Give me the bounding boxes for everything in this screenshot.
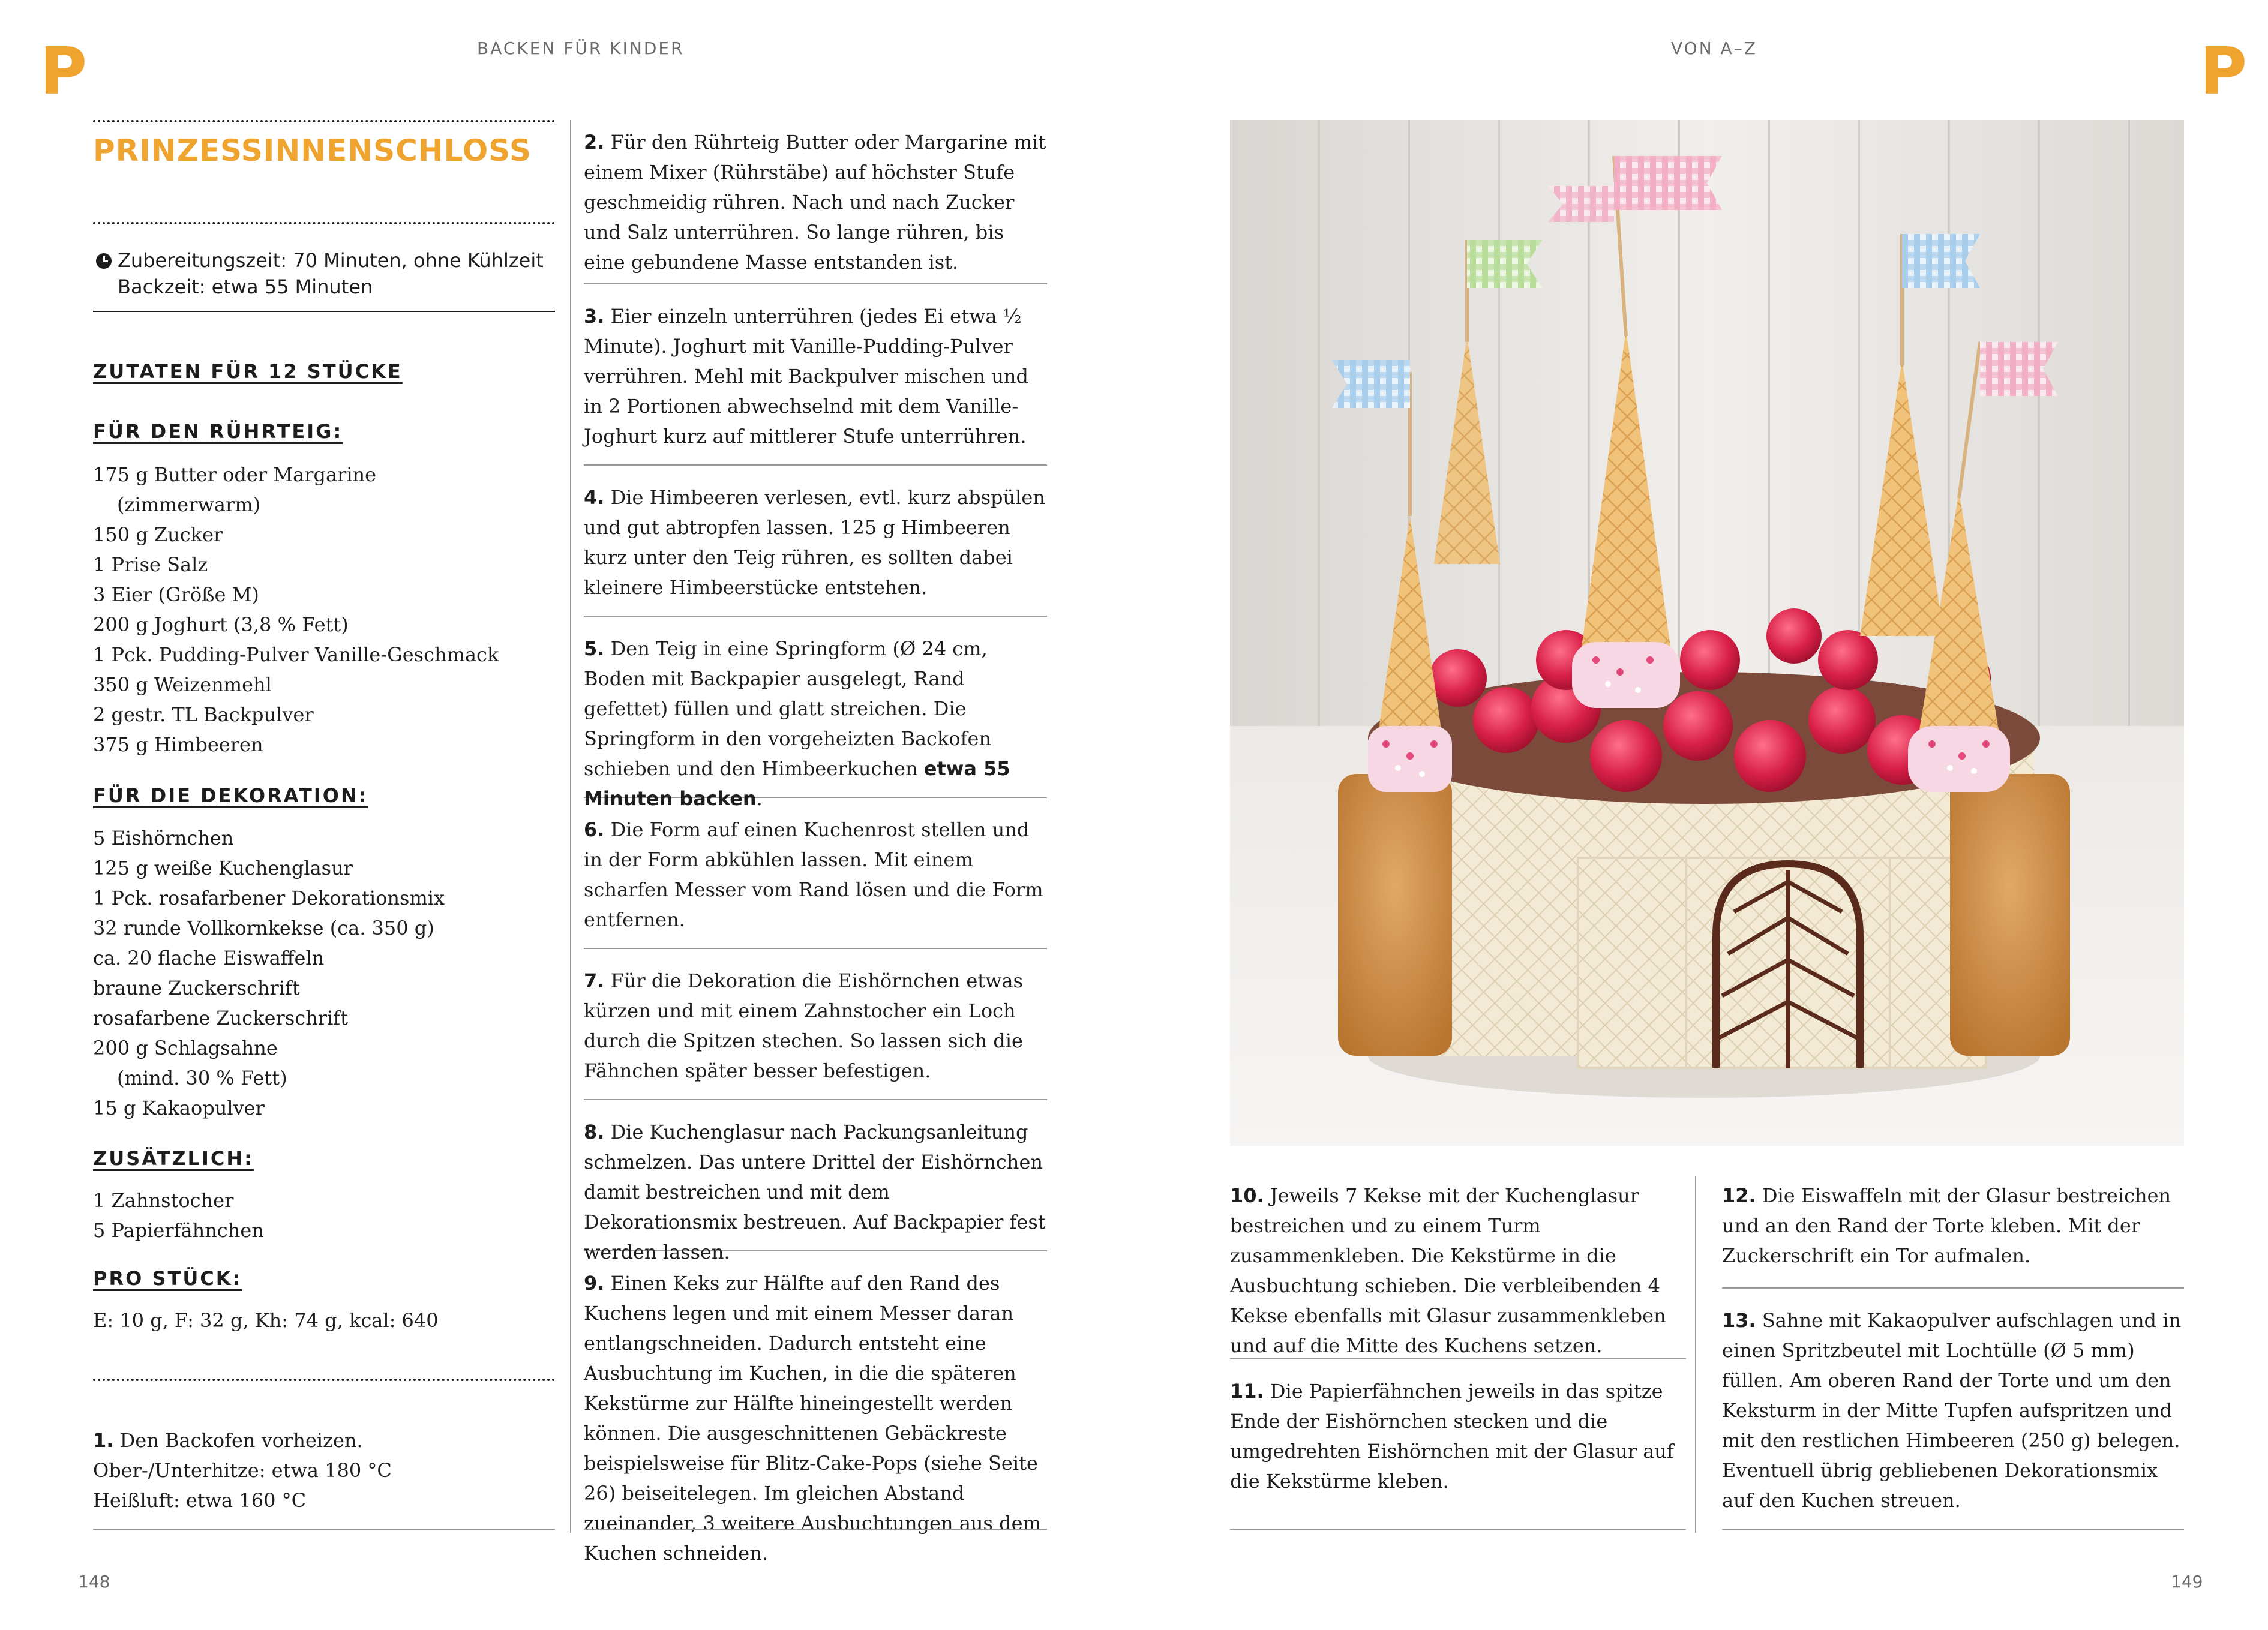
step-8 xyxy=(584,1117,1047,1263)
step-rule xyxy=(1722,1287,2184,1289)
recipe-title: PRINZESSINNENSCHLOSS xyxy=(93,133,532,168)
step-1-rule xyxy=(93,1529,555,1530)
list-item: 1 Zahnstocher xyxy=(93,1189,234,1212)
steps-column-middle xyxy=(584,127,1047,1565)
list-item: 15 g Kakaopulver xyxy=(93,1097,265,1119)
step-number: 9. xyxy=(584,1272,605,1295)
step-text: Die Kuchenglasur nach Packungsanleitung schmelzen. Das untere Drittel der Eishörnchen damit bestreichen und mit dem Dekorationsmix bestreuen. Auf Backpapier fest werden lassen. xyxy=(584,1121,1046,1263)
list-item: 350 g Weizenmehl xyxy=(93,673,272,696)
running-head-left: BACKEN FÜR KINDER xyxy=(477,38,685,58)
step-number: 13. xyxy=(1722,1309,1756,1332)
step-number: 11. xyxy=(1230,1380,1264,1403)
list-item: 1 Pck. rosafarbener Dekorationsmix xyxy=(93,887,445,909)
step-number: 3. xyxy=(584,305,605,328)
step-4 xyxy=(584,482,1047,616)
step-text: Sahne mit Kakaopulver aufschlagen und in einen Spritzbeutel mit Lochtülle (Ø 5 mm) füllen. Am oberen Rand der Torte und um den Keksturm in der Mitte Tupfen aufspritzen und mit den restlichen Himbeeren (250 g) belegen. Eventuell übrig gebliebenen Dekorationsmix auf den Kuchen streuen. xyxy=(1722,1309,2182,1512)
list-item: 1 Prise Salz xyxy=(93,553,208,576)
step-number: 12. xyxy=(1722,1184,1756,1207)
list-item: E: 10 g, F: 32 g, Kh: 74 g, kcal: 640 xyxy=(93,1309,439,1332)
list-item: 32 runde Vollkornkekse (ca. 350 g) xyxy=(93,917,434,939)
section-heading-dekoration: FÜR DIE DEKORATION: xyxy=(93,784,368,807)
step-1-line: Ober-/Unterhitze: etwa 180 °C xyxy=(93,1459,392,1482)
step-text: Für die Dekoration die Eishörnchen etwas kürzen und mit einem Zahnstocher ein Loch durch die Spitzen stechen. So lassen sich die Fähnchen später besser befestigen. xyxy=(584,969,1024,1082)
list-item: 150 g Zucker xyxy=(93,523,223,546)
step-rule xyxy=(584,616,1047,617)
bake-time: Backzeit: etwa 55 Minuten xyxy=(118,275,373,298)
step-2 xyxy=(584,127,1047,283)
list-item: (mind. 30 % Fett) xyxy=(117,1067,287,1089)
column-divider xyxy=(570,120,571,1533)
step-number: 7. xyxy=(584,969,605,992)
section-heading-ruehrteig: FÜR DEN RÜHRTEIG: xyxy=(93,420,343,443)
step-1-line: Heißluft: etwa 160 °C xyxy=(93,1489,307,1512)
list-item: 200 g Joghurt (3,8 % Fett) xyxy=(93,613,349,636)
column-divider-right xyxy=(1695,1176,1696,1533)
list-item: 125 g weiße Kuchenglasur xyxy=(93,857,353,879)
step-rule xyxy=(584,283,1047,284)
times-rule xyxy=(93,311,555,312)
list-item: 375 g Himbeeren xyxy=(93,733,263,756)
chapter-letter-left: P xyxy=(40,34,88,109)
page-number-left: 148 xyxy=(78,1572,110,1592)
title-rule-top xyxy=(93,120,555,122)
step-13 xyxy=(1722,1305,2184,1515)
list-item: 175 g Butter oder Margarine xyxy=(93,463,377,486)
step-5 xyxy=(584,634,1047,810)
list-item: ca. 20 flache Eiswaffeln xyxy=(93,947,325,969)
list-item: 200 g Schlagsahne xyxy=(93,1037,278,1059)
step-text: Die Form auf einen Kuchenrost stellen und in der Form abkühlen lassen. Mit einem scharfen Messer vom Rand lösen und die Form entfernen. xyxy=(584,818,1043,931)
step-12 xyxy=(1722,1181,2184,1287)
list-item: 1 Pck. Pudding-Pulver Vanille-Geschmack xyxy=(93,643,499,666)
nutrition-rule xyxy=(93,1379,555,1381)
step-text: Die Himbeeren verlesen, evtl. kurz abspülen und gut abtropfen lassen. 125 g Himbeeren kurz unter den Teig rühren, es sollten dabei kleinere Himbeerstücke entstehen. xyxy=(584,486,1045,599)
section-heading-zusaetzlich: ZUSÄTZLICH: xyxy=(93,1147,254,1170)
step-rule xyxy=(584,948,1047,949)
step-number: 6. xyxy=(584,818,605,841)
list-item: rosafarbene Zuckerschrift xyxy=(93,1007,348,1029)
list-item: (zimmerwarm) xyxy=(117,493,261,516)
step-number: 5. xyxy=(584,637,605,660)
step-text: Jeweils 7 Kekse mit der Kuchenglasur bestreichen und zu einem Turm zusammenkleben. Die Kekstürme in die Ausbuchtung schieben. Die verbleibenden 4 Kekse ebenfalls mit Glasur zusammenkleben und auf die Mitte des Kuchens setzen. xyxy=(1230,1184,1666,1357)
step-text: Die Eiswaffeln mit der Glasur bestreichen und an den Rand der Torte kleben. Mit der Zuckerschrift ein Tor aufmalen. xyxy=(1722,1184,2171,1267)
step-9 xyxy=(584,1268,1047,1565)
steps-column-right-b xyxy=(1722,1181,2184,1515)
section-heading-pro-stueck: PRO STÜCK: xyxy=(93,1267,242,1290)
step-text: Die Papierfähnchen jeweils in das spitze Ende der Eishörnchen stecken und die umgedrehten Eishörnchen mit der Glasur auf die Kekstürme kleben. xyxy=(1230,1380,1674,1493)
step-text: Den Teig in eine Springform (Ø 24 cm, Boden mit Backpapier ausgelegt, Rand gefettet) füllen und glatt streichen. Die Springform in den vorgeheizten Backofen schieben und den Himbeerkuchen xyxy=(584,637,992,780)
clock-icon xyxy=(96,253,112,269)
step-1-line: Den Backofen vorheizen. xyxy=(119,1429,363,1452)
nutrition-info xyxy=(93,1305,555,1335)
step-6 xyxy=(584,815,1047,948)
ingredient-list-dekoration xyxy=(93,823,555,1123)
step-rule xyxy=(584,1099,1047,1100)
step-9-rule xyxy=(584,1529,1047,1530)
step-text: Eier einzeln unterrühren (jedes Ei etwa ½ Minute). Joghurt mit Vanille-Pudding-Pulver verrühren. Mehl mit Backpulver mischen und in 2 Portionen abwechselnd mit dem Vanille-Joghurt kurz auf mittlerer Stufe unterrühren. xyxy=(584,305,1029,448)
step-text: . xyxy=(756,787,763,810)
step-1 xyxy=(93,1425,555,1515)
ingredient-list-ruehrteig xyxy=(93,460,555,760)
ingredient-list-zusaetzlich xyxy=(93,1185,555,1245)
cake-photo xyxy=(1230,120,2184,1146)
step-13-rule xyxy=(1722,1529,2184,1530)
step-number: 1. xyxy=(93,1429,114,1452)
step-number: 4. xyxy=(584,486,605,509)
step-number: 10. xyxy=(1230,1184,1264,1207)
step-11 xyxy=(1230,1376,1686,1496)
step-11-rule xyxy=(1230,1529,1686,1530)
page-number-right: 149 xyxy=(2171,1572,2203,1592)
prep-time: Zubereitungszeit: 70 Minuten, ohne Kühlzeit xyxy=(118,249,544,272)
running-head-right: VON A–Z xyxy=(1671,38,1757,58)
step-text: Für den Rührteig Butter oder Margarine mit einem Mixer (Rührstäbe) auf höchster Stufe geschmeidig rühren. Nach und nach Zucker und Salz unterrühren. So lange rühren, bis eine gebundene Masse entstanden ist. xyxy=(584,131,1046,274)
list-item: braune Zuckerschrift xyxy=(93,977,300,999)
list-item: 2 gestr. TL Backpulver xyxy=(93,703,314,726)
step-text: Einen Keks zur Hälfte auf den Rand des Kuchens legen und mit einem Messer daran entlangschneiden. Dadurch entsteht eine Ausbuchtung im Kuchen, in die die späteren Kekstürme zur Hälfte hineingestellt werden können. Die ausgeschnittenen Gebäckreste beispielsweise für Blitz-Cake-Pops (siehe Seite 26) beiseitelegen. Im gleichen Abstand zueinander, 3 weitere Ausbuchtungen aus dem Kuchen schneiden. xyxy=(584,1272,1041,1565)
step-number: 2. xyxy=(584,131,605,154)
ingredients-heading: ZUTATEN FÜR 12 STÜCKE xyxy=(93,360,403,383)
list-item: 3 Eier (Größe M) xyxy=(93,583,259,606)
step-10 xyxy=(1230,1181,1686,1358)
steps-column-right-a xyxy=(1230,1181,1686,1496)
title-rule-bottom xyxy=(93,222,555,224)
chapter-letter-right: P xyxy=(2200,34,2248,109)
step-highlight: etwa 55 Minuten backen xyxy=(584,757,1010,810)
recipe-times xyxy=(96,247,558,300)
step-3 xyxy=(584,301,1047,464)
step-number: 8. xyxy=(584,1121,605,1143)
list-item: 5 Eishörnchen xyxy=(93,827,234,849)
list-item: 5 Papierfähnchen xyxy=(93,1219,264,1242)
step-7 xyxy=(584,966,1047,1099)
step-rule xyxy=(584,464,1047,466)
